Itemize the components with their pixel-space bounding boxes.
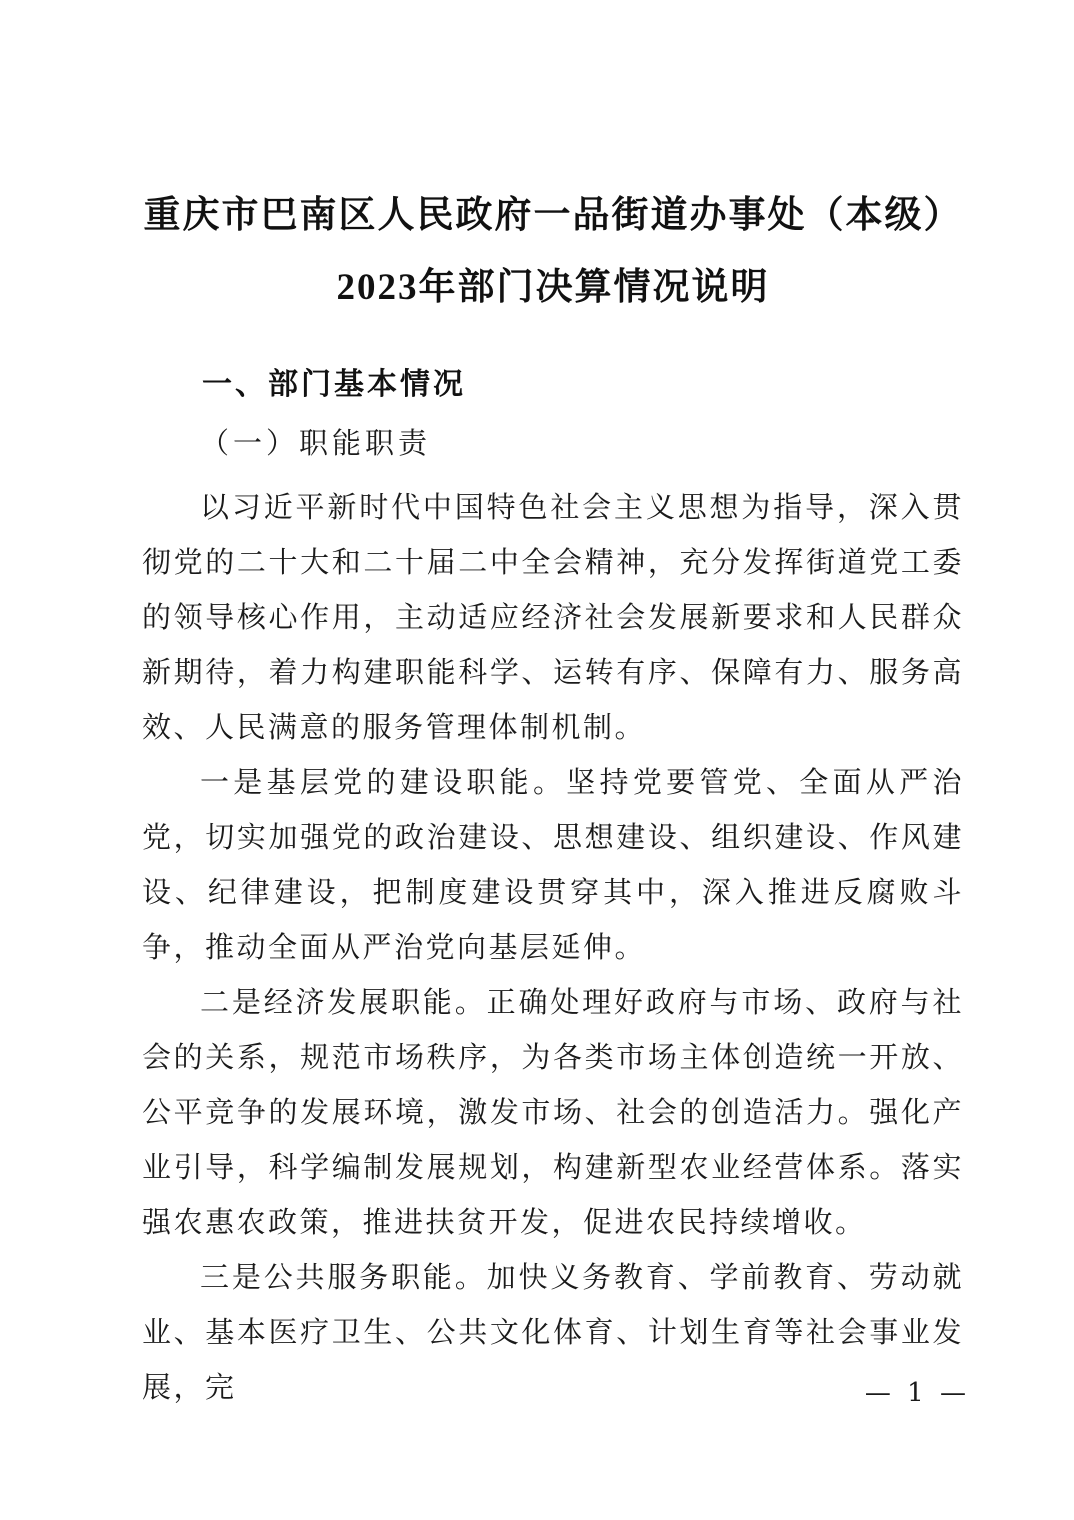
document-title-line2: 2023年部门决算情况说明: [336, 267, 770, 308]
body-paragraph: 三是公共服务职能。加快义务教育、学前教育、劳动就业、基本医疗卫生、公共文化体育、计划生育等社会事业发展，完: [142, 1260, 964, 1404]
document-title: [142, 180, 964, 324]
document-title-line1: 重庆市巴南区人民政府一品街道办事处（本级）: [143, 195, 963, 236]
subsection-heading: （一）职能职责: [200, 426, 432, 460]
document-body: [142, 480, 964, 1415]
body-paragraph: 二是经济发展职能。正确处理好政府与市场、政府与社会的关系，规范市场秩序，为各类市场主体创造统一开放、公平竞争的发展环境，激发市场、社会的创造活力。强化产业引导，科学编制发展规划，构建新型农业经营体系。落实强农惠农政策，推进扶贫开发，促进农民持续增收。: [142, 985, 964, 1239]
body-paragraph: 以习近平新时代中国特色社会主义思想为指导，深入贯彻党的二十大和二十届二中全会精神，充分发挥街道党工委的领导核心作用，主动适应经济社会发展新要求和人民群众新期待，着力构建职能科学、运转有序、保障有力、服务高效、人民满意的服务管理体制机制。: [142, 490, 964, 744]
body-paragraph: 一是基层党的建设职能。坚持党要管党、全面从严治党，切实加强党的政治建设、思想建设、组织建设、作风建设、纪律建设，把制度建设贯穿其中，深入推进反腐败斗争，推动全面从严治党向基层延伸。: [142, 765, 964, 964]
section-heading: 一、部门基本情况: [202, 368, 466, 401]
page-number: — 1 —: [864, 1378, 970, 1408]
